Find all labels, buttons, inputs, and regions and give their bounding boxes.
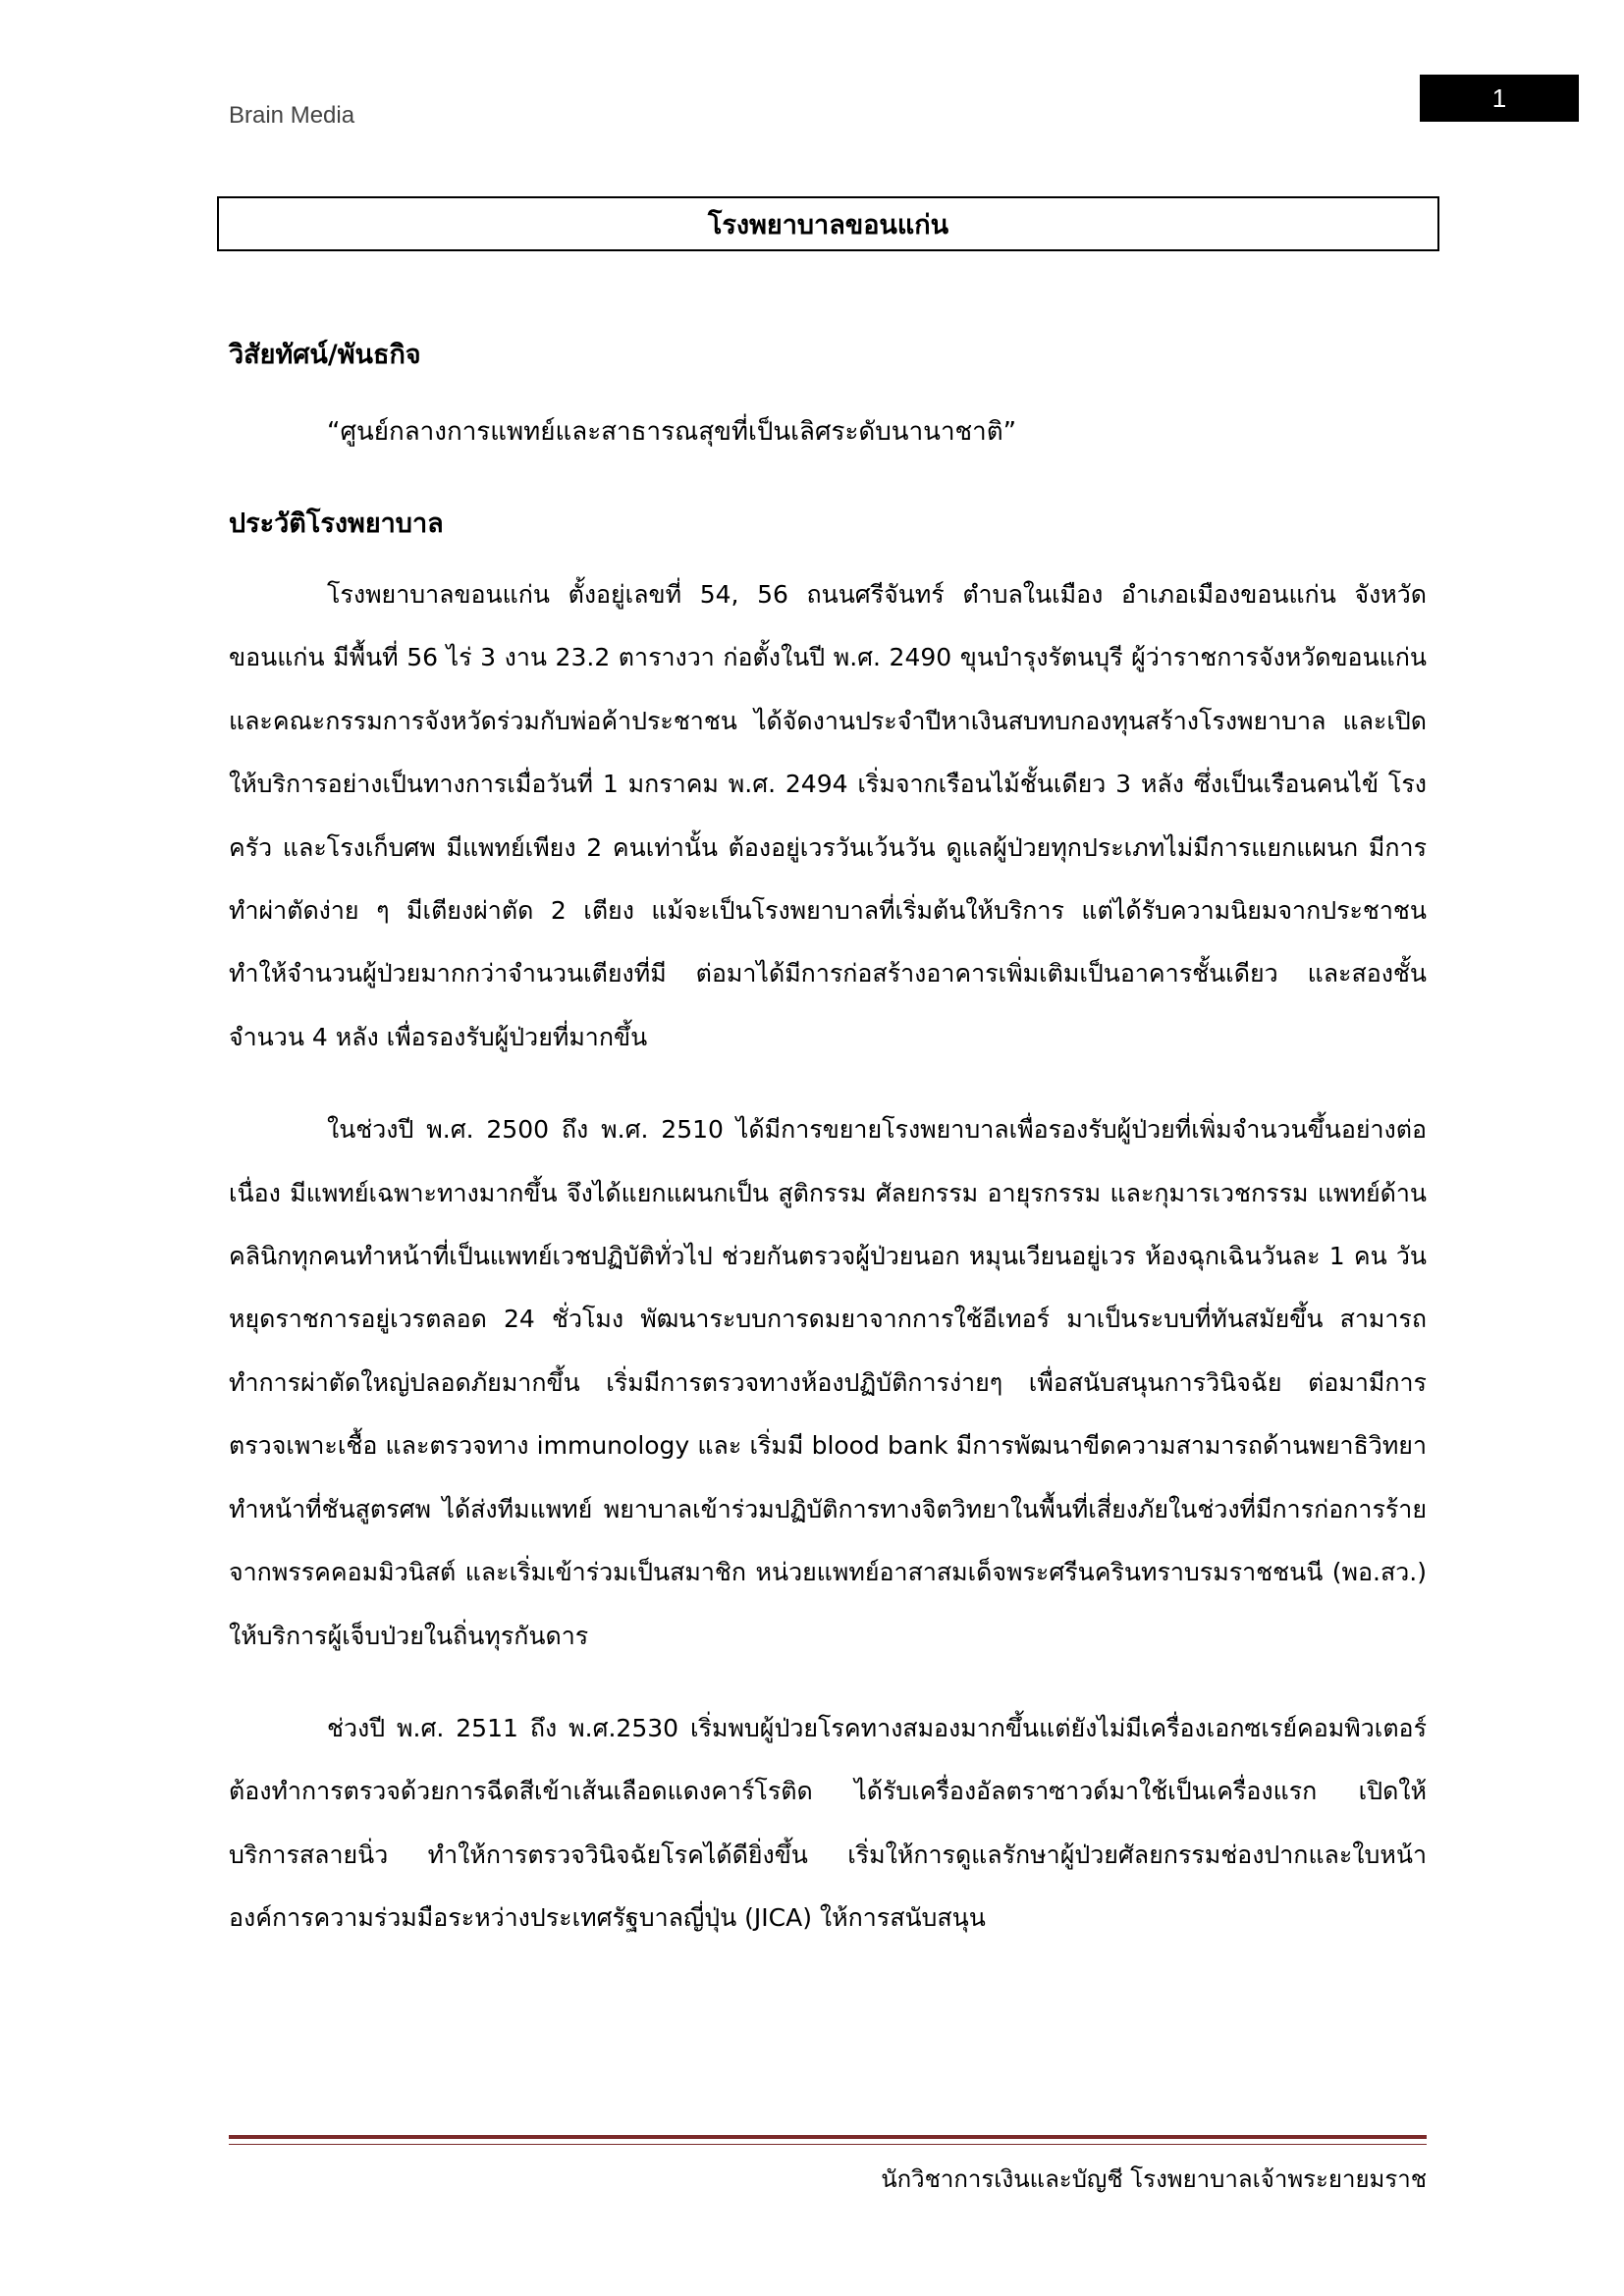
history-heading: ประวัติโรงพยาบาล [229,508,444,539]
document-body [229,324,1427,1980]
footer-divider [229,2135,1427,2145]
vision-heading: วิสัยทัศน์/พันธกิจ [229,340,421,370]
page-number: 1 [1420,75,1579,122]
document-title: โรงพยาบาลขอนแก่น [217,196,1439,251]
vision-statement: “ศูนย์กลางการแพทย์และสาธารณสุขที่เป็นเลิศระดับนานาชาติ” [327,417,1017,447]
history-paragraph-3: ช่วงปี พ.ศ. 2511 ถึง พ.ศ.2530 เริ่มพบผู้ป่วยโรคทางสมองมากขึ้นแต่ยังไม่มีเครื่องเอกซเรย์คอมพิวเตอร์ ต้องทำการตรวจด้วยการฉีดสีเข้าเส้นเลือดแดงคาร์โรติด ได้รับเครื่องอัลตราซาวด์มาใช้เป็นเครื่องแรก เปิดให้บริการสลายนิ่ว ทำให้การตรวจวินิจฉัยโรคได้ดียิ่งขึ้น เริ่มให้การดูแลรักษาผู้ป่วยศัลยกรรมช่องปากและใบหน้า องค์การความร่วมมือระหว่างประเทศรัฐบาลญี่ปุ่น (JICA) ให้การสนับสนุน [229,1713,1427,1933]
header-brand: Brain Media [229,102,355,129]
history-paragraph-2: ในช่วงปี พ.ศ. 2500 ถึง พ.ศ. 2510 ได้มีการขยายโรงพยาบาลเพื่อรองรับผู้ป่วยที่เพิ่มจำนวนขึ้นอย่างต่อเนื่อง มีแพทย์เฉพาะทางมากขึ้น จึงได้แยกแผนกเป็น สูติกรรม ศัลยกรรม อายุรกรรม และกุมารเวชกรรม แพทย์ด้านคลินิกทุกคนทำหน้าที่เป็นแพทย์เวชปฏิบัติทั่วไป ช่วยกันตรวจผู้ป่วยนอก หมุนเวียนอยู่เวร ห้องฉุกเฉินวันละ 1 คน วันหยุดราชการอยู่เวรตลอด 24 ชั่วโมง พัฒนาระบบการดมยาจากการใช้อีเทอร์ มาเป็นระบบที่ทันสมัยขึ้น สามารถทำการผ่าตัดใหญ่ปลอดภัยมากขึ้น เริ่มมีการตรวจทางห้องปฏิบัติการง่ายๆ เพื่อสนับสนุนการวินิจฉัย ต่อมามีการตรวจเพาะเชื้อ และตรวจทาง immunology และ เริ่มมี blood bank มีการพัฒนาขีดความสามารถด้านพยาธิวิทยาทำหน้าที่ชันสูตรศพ ได้ส่งทีมแพทย์ พยาบาลเข้าร่วมปฏิบัติการทางจิตวิทยาในพื้นที่เสี่ยงภัยในช่วงที่มีการก่อการร้ายจากพรรคคอมมิวนิสต์ และเริ่มเข้าร่วมเป็นสมาชิก หน่วยแพทย์อาสาสมเด็จพระศรีนครินทราบรมราชชนนี (พอ.สว.) ให้บริการผู้เจ็บป่วยในถิ่นทุรกันดาร [229,1115,1427,1650]
history-paragraph-1: โรงพยาบาลขอนแก่น ตั้งอยู่เลขที่ 54, 56 ถนนศรีจันทร์ ตำบลในเมือง อำเภอเมืองขอนแก่น จังหวัดขอนแก่น มีพื้นที่ 56 ไร่ 3 งาน 23.2 ตารางวา ก่อตั้งในปี พ.ศ. 2490 ขุนบำรุงรัตนบุรี ผู้ว่าราชการจังหวัดขอนแก่น และคณะกรรมการจังหวัดร่วมกับพ่อค้าประชาชน ได้จัดงานประจำปีหาเงินสบทบกองทุนสร้างโรงพยาบาล และเปิดให้บริการอย่างเป็นทางการเมื่อวันที่ 1 มกราคม พ.ศ. 2494 เริ่มจากเรือนไม้ชั้นเดียว 3 หลัง ซึ่งเป็นเรือนคนไข้ โรงครัว และโรงเก็บศพ มีแพทย์เพียง 2 คนเท่านั้น ต้องอยู่เวรวันเว้นวัน ดูแลผู้ป่วยทุกประเภทไม่มีการแยกแผนก มีการทำผ่าตัดง่าย ๆ มีเตียงผ่าตัด 2 เตียง แม้จะเป็นโรงพยาบาลที่เริ่มต้นให้บริการ แต่ได้รับความนิยมจากประชาชน ทำให้จำนวนผู้ป่วยมากกว่าจำนวนเตียงที่มี ต่อมาได้มีการก่อสร้างอาคารเพิ่มเติมเป็นอาคารชั้นเดียว และสองชั้น จำนวน 4 หลัง เพื่อรองรับผู้ป่วยที่มากขึ้น [229,580,1427,1051]
footer-text: นักวิชาการเงินและบัญชี โรงพยาบาลเจ้าพระยายมราช [881,2165,1427,2193]
